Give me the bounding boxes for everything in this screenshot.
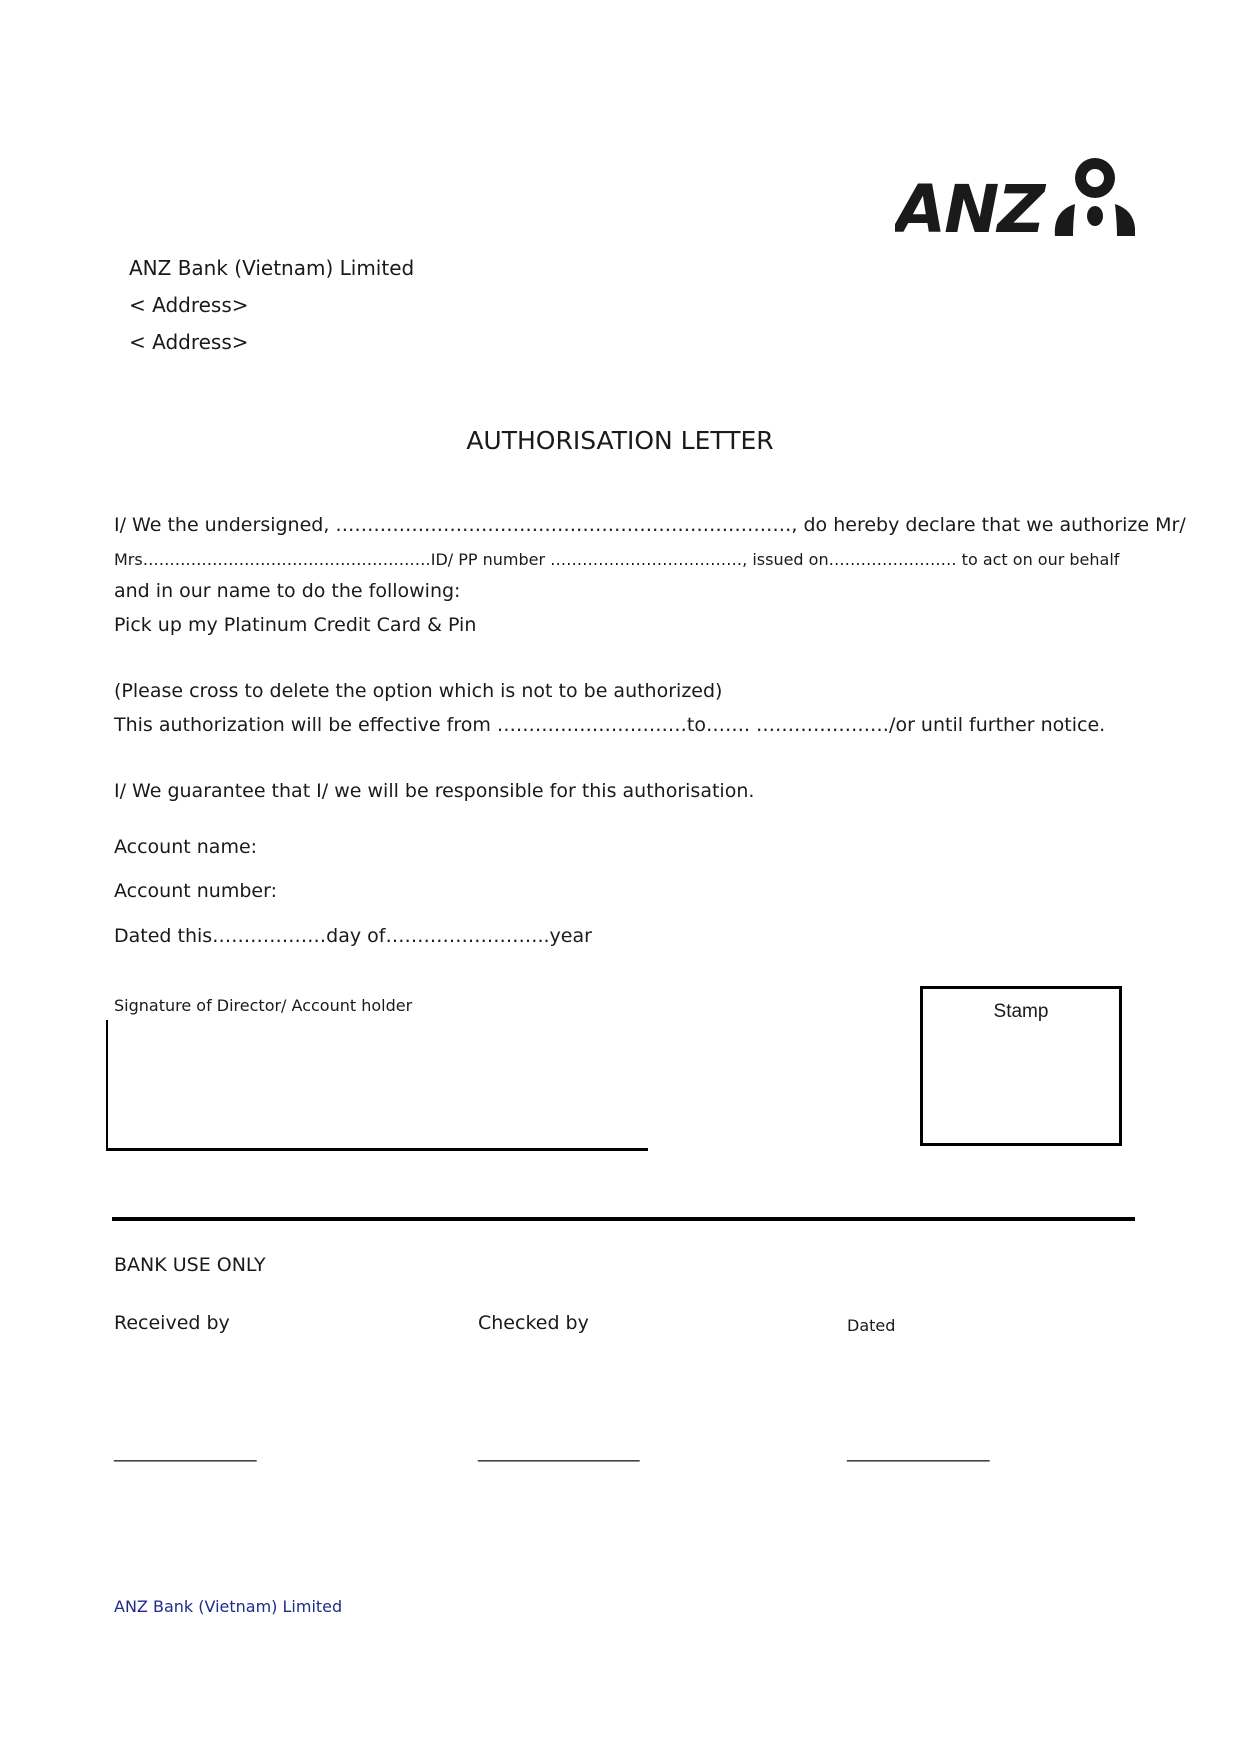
authorized-action: Pick up my Platinum Credit Card & Pin (114, 614, 477, 636)
recipient-address-line-1: < Address> (129, 293, 249, 317)
footer-bank-name: ANZ Bank (Vietnam) Limited (114, 1597, 343, 1616)
anz-people-icon (1055, 158, 1135, 236)
account-name-label: Account name: (114, 836, 258, 858)
received-by-label: Received by (114, 1312, 230, 1334)
stamp-label: Stamp (993, 1001, 1049, 1022)
declaration-line-1: I/ We the undersigned, ………………………………………………………………, do hereby declare that we authorize Mr/ (114, 514, 1186, 536)
anz-logo-text: ANZ (895, 171, 1044, 236)
anz-logo (895, 156, 1135, 236)
dated-line: Dated this………………day of……………………..year (114, 925, 592, 947)
declaration-line-3: and in our name to do the following: (114, 580, 461, 602)
declaration-line-2: Mrs………………………………………………ID/ PP number ………………………………, issued on…………………… to act on our behalf (114, 550, 1120, 569)
page-title: AUTHORISATION LETTER (466, 426, 774, 455)
account-number-label: Account number: (114, 880, 277, 902)
section-divider (112, 1217, 1135, 1221)
checked-by-label: Checked by (478, 1312, 589, 1334)
recipient-address-line-2: < Address> (129, 330, 249, 354)
signature-label: Signature of Director/ Account holder (114, 996, 413, 1015)
received-by-line: _______________ (114, 1440, 257, 1462)
dated-line-blank: _______________ (847, 1440, 990, 1462)
recipient-bank-name: ANZ Bank (Vietnam) Limited (129, 256, 415, 280)
signature-box-left-border (106, 1020, 108, 1148)
guarantee-statement: I/ We guarantee that I/ we will be responsible for this authorisation. (114, 780, 755, 802)
effective-period: This authorization will be effective from …………………………to……. …………………/or until further notice. (114, 714, 1106, 736)
stamp-box (920, 986, 1122, 1146)
signature-line (106, 1148, 648, 1151)
bank-use-heading: BANK USE ONLY (114, 1254, 266, 1276)
checked-by-line: _________________ (478, 1440, 640, 1462)
option-note: (Please cross to delete the option which is not to be authorized) (114, 680, 723, 702)
dated-label: Dated (847, 1316, 896, 1335)
